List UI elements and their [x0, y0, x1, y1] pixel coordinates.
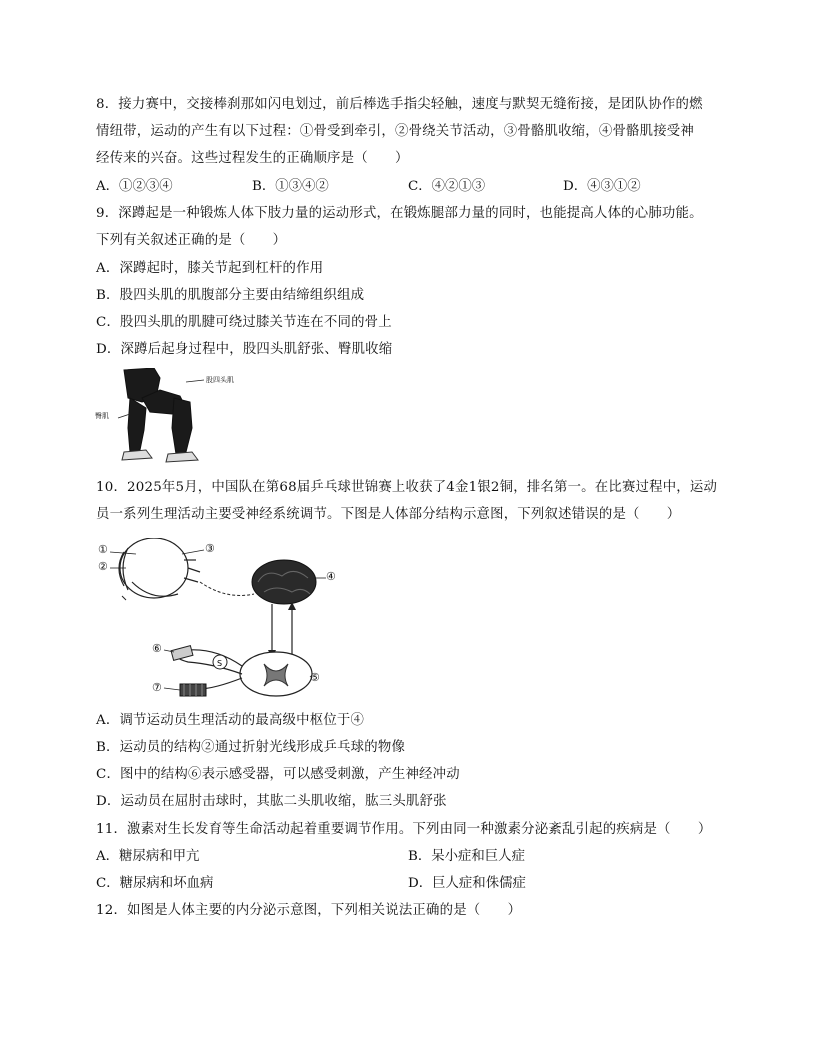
fig-label-7: ⑦ [152, 681, 162, 694]
q8-stem-line1: 8．接力赛中，交接棒刹那如闪电划过，前后棒选手指尖轻触，速度与默契无缝衔接，是团队协作的燃 [96, 97, 703, 112]
fig-label-1: ① [98, 543, 108, 556]
fig-label-4: ④ [326, 570, 336, 583]
q8-option-b: B．①③④② [252, 179, 329, 194]
q10-option-a: A．调节运动员生理活动的最高级中枢位于④ [96, 713, 365, 728]
q11-option-d: D．巨人症和侏儒症 [408, 876, 526, 891]
q10-stem-line1: 10．2025年5月，中国队在第68届乒乓球世锦赛上收获了4金1银2铜，排名第一。在比赛过程中，运动 [96, 480, 718, 495]
q9-stem-line2: 下列有关叙述正确的是（ ） [96, 233, 287, 248]
q11-option-b: B．呆小症和巨人症 [408, 849, 525, 864]
eye-diagram [119, 538, 200, 598]
fig-label-3: ③ [205, 542, 215, 555]
spinal-cord-diagram [240, 652, 312, 696]
q11-option-c: C．糖尿病和坏血病 [96, 876, 214, 891]
q8-stem-line2: 情纽带，运动的产生有以下过程：①骨受到牵引，②骨绕关节活动，③骨骼肌收缩，④骨骼肌接受神 [96, 124, 694, 139]
q10-option-b: B．运动员的结构②通过折射光线形成乒乓球的物像 [96, 740, 406, 755]
q11-stem: 11．激素对生长发育等生命活动起着重要调节作用。下列由同一种激素分泌紊乱引起的疾病是（ ） [96, 822, 712, 837]
nervous-system-figure [96, 538, 346, 704]
q10-stem-line2: 员一系列生理活动主要受神经系统调节。下图是人体部分结构示意图，下列叙述错误的是（ ） [96, 507, 681, 522]
fig-label-6: ⑥ [152, 642, 162, 655]
svg-text:S: S [217, 659, 223, 668]
q9-option-d: D．深蹲后起身过程中，股四头肌舒张、臀肌收缩 [96, 342, 393, 357]
q8-option-d: D．④③①② [563, 179, 641, 194]
quad-label: 股四头肌 [206, 376, 234, 384]
q9-stem-line1: 9．深蹲起是一种锻炼人体下肢力量的运动形式，在锻炼腿部力量的同时，也能提高人体的心肺功能。 [96, 206, 703, 221]
q10-option-c: C．图中的结构⑥表示感受器，可以感受刺激，产生神经冲动 [96, 767, 460, 782]
q9-option-a: A．深蹲起时，膝关节起到杠杆的作用 [96, 261, 324, 276]
fig-label-2: ② [98, 560, 108, 573]
q10-option-d: D．运动员在屈肘击球时，其肱二头肌收缩，肱三头肌舒张 [96, 794, 447, 809]
q9-option-b: B．股四头肌的肌腹部分主要由结缔组织组成 [96, 288, 365, 303]
brain-diagram [252, 560, 316, 604]
q8-option-c: C．④②①③ [408, 179, 486, 194]
q8-option-a: A．①②③④ [96, 179, 173, 194]
q11-option-a: A．糖尿病和甲亢 [96, 849, 200, 864]
q12-stem: 12．如图是人体主要的内分泌示意图，下列相关说法正确的是（ ） [96, 903, 522, 918]
q9-option-c: C．股四头肌的肌腱可绕过膝关节连在不同的骨上 [96, 315, 392, 330]
q8-stem-line3: 经传来的兴奋。这些过程发生的正确顺序是（ ） [96, 151, 409, 166]
glute-label: 臀肌 [95, 412, 109, 420]
fig-label-5: ⑤ [310, 671, 320, 684]
